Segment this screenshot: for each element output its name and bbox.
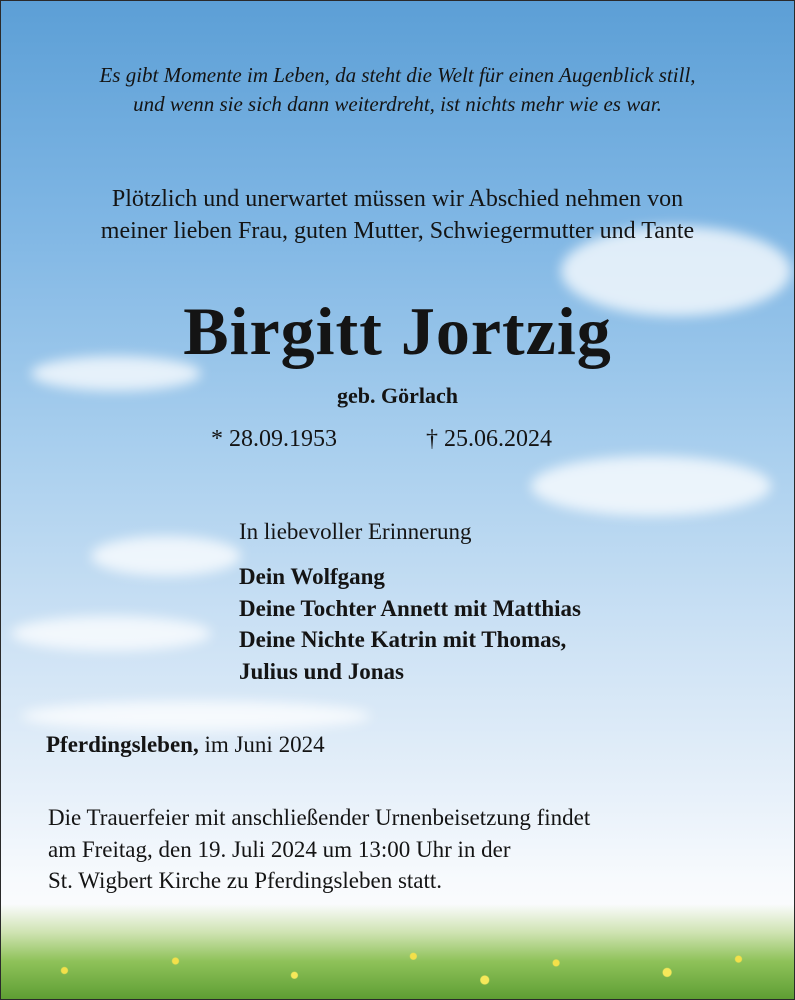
funeral-line: St. Wigbert Kirche zu Pferdingsleben statt. xyxy=(48,868,443,893)
signer: Julius und Jonas xyxy=(239,658,404,684)
maiden-name: geb. Görlach xyxy=(337,383,458,408)
birth-date: * 28.09.1953 xyxy=(211,426,337,452)
meadow-image xyxy=(1,904,794,999)
intro-line: meiner lieben Frau, guten Mutter, Schwiegermutter und Tante xyxy=(100,218,695,244)
cloud-decoration xyxy=(21,701,371,731)
death-date: † 25.06.2024 xyxy=(426,426,552,452)
date: im Juni 2024 xyxy=(204,732,325,757)
intro-line: Plötzlich und unerwartet müssen wir Abschied nehmen von xyxy=(111,186,684,212)
quote-line: und wenn sie sich dann weiterdreht, ist nichts mehr wie es war. xyxy=(133,92,662,116)
signers-list xyxy=(239,561,581,687)
signer: Dein Wolfgang xyxy=(239,564,385,589)
funeral-line: am Freitag, den 19. Juli 2024 um 13:00 Uhr in der xyxy=(48,836,511,862)
cloud-decoration xyxy=(11,616,211,651)
signer: Deine Nichte Katrin mit Thomas, xyxy=(239,627,567,652)
cloud-decoration xyxy=(91,536,241,576)
deceased-name: Birgitt Jortzig xyxy=(183,293,612,369)
cloud-decoration xyxy=(531,456,771,516)
intro-text xyxy=(1,183,794,247)
place-date xyxy=(46,732,325,758)
signer: Deine Tochter Annett mit Matthias xyxy=(239,595,582,621)
quote-line: Es gibt Momente im Leben, da steht die Welt für einen Augenblick still, xyxy=(99,63,696,87)
funeral-info xyxy=(48,802,590,897)
place: Pferdingsleben, xyxy=(46,732,199,757)
memory-line: In liebevoller Erinnerung xyxy=(239,519,472,544)
funeral-line: Die Trauerfeier mit anschließender Urnenbeisetzung findet xyxy=(48,805,591,830)
quote xyxy=(1,61,794,119)
